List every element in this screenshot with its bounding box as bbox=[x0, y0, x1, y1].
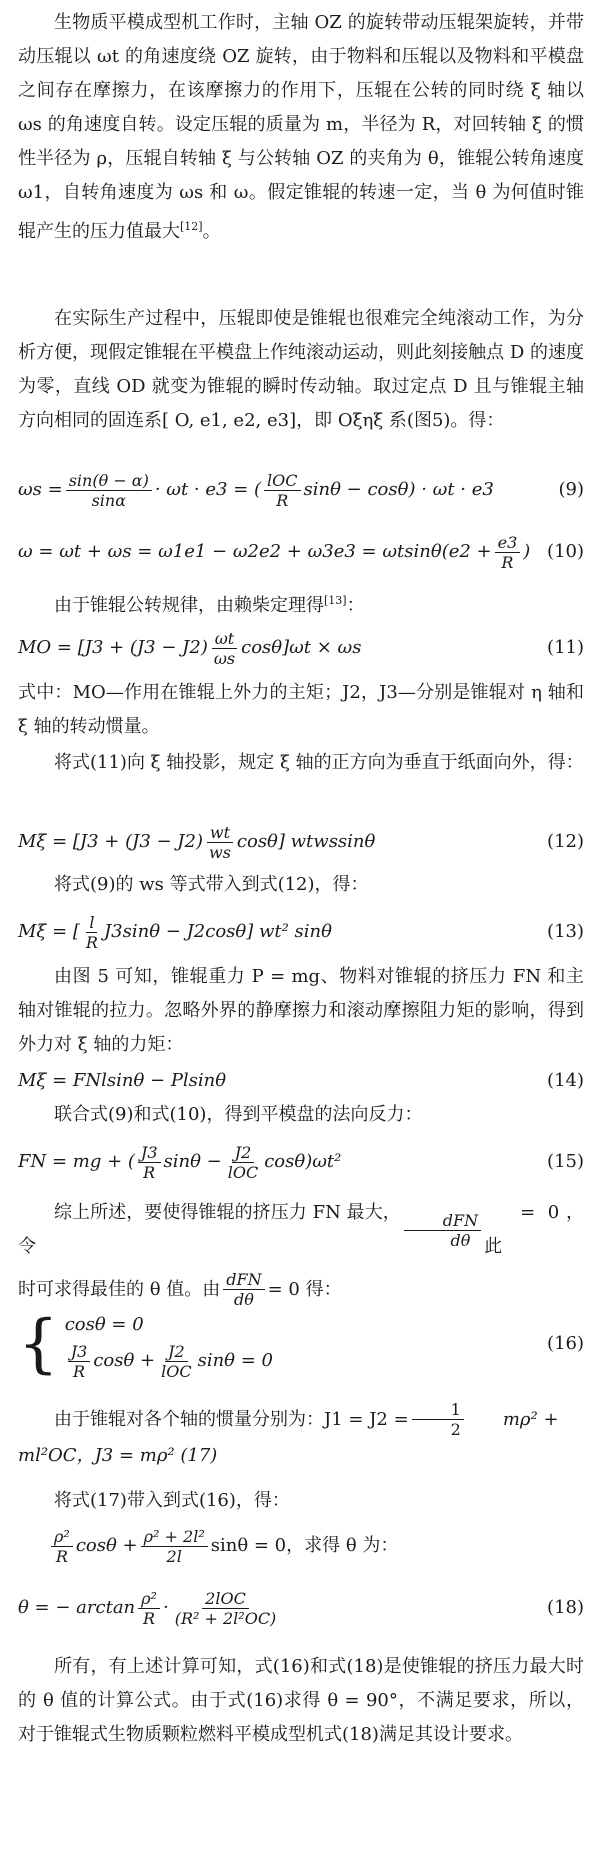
fraction: $\frac{e3}{R}$ bbox=[495, 533, 521, 572]
equation-14: Mξ = FNlsinθ − Plsinθ (14) bbox=[18, 1064, 584, 1098]
fraction: $\frac{wt}{ws}$ bbox=[206, 823, 234, 862]
paragraph-problem-statement: 生物质平模成型机工作时，主轴 OZ 的旋转带动压辊架旋转，并带动压辊以 ωt 的角速度绕 OZ 旋转，由于物料和压辊以及物料和平模盘之间存在摩擦力，在该摩擦力的作用下，压辊在公转的同时绕 ξ 轴以 ωs 的角速度自转。设定压辊的质量为 m，半径为 R，对回转轴 ξ 的惯性半径为 ρ，压辊自转轴 ξ 与公转轴 OZ 的夹角为 θ，锥辊公转角速度 ω1，自转角速度为 ωs 和 ω。假定锥辊的转速一定，当 θ 为何值时锥辊产生的压力值最大[12]。 bbox=[18, 12, 584, 242]
fraction: $\frac{\omega t}{\omega s}$ bbox=[211, 629, 238, 668]
derivative-fraction: $\frac{\text{dFN}}{d\theta}$ bbox=[223, 1270, 264, 1309]
equation-13: Mξ = [ $\frac{l}{R}$ J3sinθ − J2cosθ] wt² sinθ (13) bbox=[18, 912, 584, 952]
paragraph-forces: 由图 5 可知，锥辊重力 P = mg、物料对锥辊的挤压力 FN 和主轴对锥辊的拉力。忽略外界的静摩擦力和滚动摩擦阻力矩的影响，得到外力对 ξ 轴的力矩： bbox=[18, 966, 584, 1055]
equation-number: (15) bbox=[547, 1151, 584, 1172]
equation-16-system: { cosθ = 0 $\frac{J3}{R}$ cosθ + $\frac{J2}{\text{lOC}}$ sinθ = 0 (16) bbox=[18, 1307, 584, 1381]
equation-17-substituted: $\frac{\text{ρ²}}{R}$ cosθ + $\frac{\text{ρ² + 2l²}}{2l}$ sinθ = 0，求得 θ 为： bbox=[48, 1524, 584, 1568]
equation-number: (10) bbox=[547, 541, 584, 562]
equation-number: (14) bbox=[547, 1070, 584, 1091]
equation-number: (9) bbox=[558, 479, 584, 500]
paragraph-projection: 将式(11)向 ξ 轴投影，规定 ξ 轴的正方向为垂直于纸面向外，得： bbox=[54, 752, 584, 773]
equation-15: FN = mg + ( $\frac{J3}{R}$ sinθ − $\frac{J2}{\text{lOC}}$ cosθ)ωt² (15) bbox=[18, 1142, 584, 1182]
paragraph-combine: 联合式(9)和式(10)，得到平模盘的法向反力： bbox=[54, 1104, 423, 1125]
equation-number: (18) bbox=[547, 1597, 584, 1618]
fraction: $\frac{\text{lOC}}{R}$ bbox=[264, 471, 300, 510]
citation-13: [13] bbox=[324, 594, 347, 607]
paragraph-where: 式中：MO—作用在锥辊上外力的主矩；J2，J3—分别是锥辊对 η 轴和 ξ 轴的转动惯量。 bbox=[18, 682, 584, 737]
equation-9: ωs = $\frac{\sin(\theta - \alpha)}{\sin\alpha}$ · ωt · e3 = ( $\frac{\text{lOC}}{R}$ sinθ − cosθ) · ωt · e3 (9) bbox=[18, 470, 584, 510]
fraction: $\frac{l}{R}$ bbox=[85, 912, 98, 952]
fraction: $\frac{J2}{\text{lOC}}$ bbox=[227, 1142, 259, 1182]
derivative-fraction: $\frac{\text{dFN}}{d\theta}$ bbox=[404, 1211, 481, 1250]
paragraph-maximize: 综上所述，要使得锥辊的挤压力 FN 最大，令 $\frac{\text{dFN}}{d\theta}$ = 0，此 时可求得最佳的 θ 值。由 $\frac{\text{dFN}}{d\theta}$ = 0 得： bbox=[18, 1202, 584, 1309]
equation-number: (13) bbox=[547, 921, 584, 942]
paragraph-conclusion: 所有，有上述计算可知，式(16)和式(18)是使锥辊的挤压力最大时的 θ 值的计算公式。由于式(16)求得 θ = 90°，不满足要求，所以，对于锥辊式生物质颗粒燃料平模成型机式(18)满足其设计要求。 bbox=[18, 1656, 584, 1745]
fraction: $\frac{J3}{R}$ bbox=[138, 1143, 161, 1182]
citation-12: [12] bbox=[180, 220, 203, 233]
equation-12: Mξ = [J3 + (J3 − J2) $\frac{wt}{ws}$ cosθ] wtwssinθ (12) bbox=[18, 822, 584, 862]
brace-symbol: { bbox=[18, 1307, 59, 1381]
equation-number: (12) bbox=[547, 831, 584, 852]
paragraph-substitute-17: 将式(17)带入到式(16)，得： bbox=[54, 1490, 290, 1511]
equation-11: MO = [J3 + (J3 − J2) $\frac{\omega t}{\omega s}$ cosθ]ωt × ωs (11) bbox=[18, 628, 584, 668]
equation-number: (11) bbox=[547, 637, 584, 658]
equation-number: (16) bbox=[547, 1333, 584, 1354]
paragraph-theorem: 由于锥辊公转规律，由赖柴定理得[13]： bbox=[54, 594, 365, 616]
equation-18: θ = − arctan $\frac{\text{ρ²}}{R}$ · $\frac{\text{2lOC}}{\text{(R² + 2l²OC)}}$ (18) bbox=[18, 1588, 584, 1628]
paragraph-substitute-9: 将式(9)的 ws 等式带入到式(12)，得： bbox=[54, 874, 369, 895]
paragraph-inertia: 由于锥辊对各个轴的惯量分别为：J1 = J2 = $\frac{1}{2}$ mρ² + ml²OC，J3 = mρ² (17) bbox=[18, 1400, 559, 1466]
paragraph-pure-rolling: 在实际生产过程中，压辊即使是锥辊也很难完全纯滚动工作，为分析方便，现假定锥辊在平模盘上作纯滚动运动，则此刻接触点 D 的速度为零，直线 OD 就变为锥辊的瞬时传动轴。取过定点 D 且与锥辊主轴方向相同的固连系[ O, e1, e2, e3]，即 Oξηξ 系(图5)。得： bbox=[18, 308, 584, 431]
fraction: $\frac{\sin(\theta - \alpha)}{\sin\alpha}$ bbox=[66, 471, 152, 510]
equation-10: ω = ωt + ωs = ω1e1 − ω2e2 + ω3e3 = ωtsinθ(e2 + $\frac{e3}{R}$ ) (10) bbox=[18, 532, 584, 572]
